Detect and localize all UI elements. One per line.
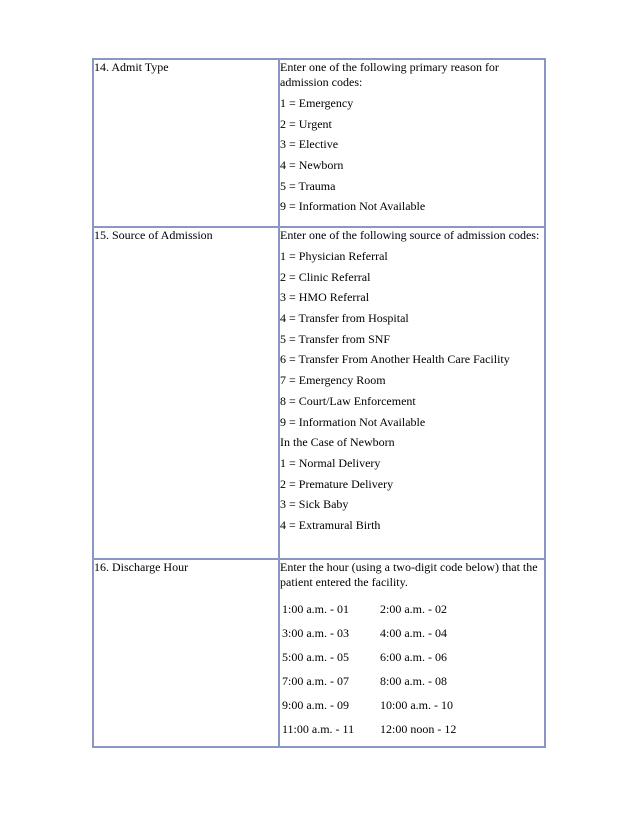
table-row-source-of-admission <box>93 227 545 559</box>
code-line: 6 = Transfer From Another Health Care Facility <box>280 352 510 367</box>
hour-code-grid <box>280 602 544 737</box>
hour-code: 5:00 a.m. - 05 <box>282 650 349 664</box>
hour-row <box>280 722 544 737</box>
hour-row <box>280 650 544 665</box>
code-line: 4 = Extramural Birth <box>280 517 381 532</box>
hour-row <box>280 674 544 689</box>
code-line: 7 = Emergency Room <box>280 373 386 388</box>
code-line: 4 = Newborn <box>280 158 344 173</box>
code-table <box>92 58 546 748</box>
field-label: 14. Admit Type <box>94 60 169 74</box>
hour-code: 9:00 a.m. - 09 <box>282 698 349 712</box>
hour-code: 4:00 a.m. - 04 <box>380 626 447 640</box>
field-label: 16. Discharge Hour <box>94 560 189 574</box>
description-intro: Enter one of the following source of admission codes: <box>280 228 540 242</box>
code-line: 9 = Information Not Available <box>280 414 426 429</box>
hour-code: 7:00 a.m. - 07 <box>282 674 349 688</box>
code-line: 3 = Sick Baby <box>280 497 349 512</box>
code-line: 5 = Transfer from SNF <box>280 331 391 346</box>
field-label-cell <box>93 227 279 559</box>
code-line: 1 = Emergency <box>280 96 354 110</box>
table-row-discharge-hour <box>93 559 545 747</box>
hour-row <box>280 626 544 641</box>
field-label: 15. Source of Admission <box>94 228 213 242</box>
hour-row <box>280 698 544 713</box>
code-line: 8 = Court/Law Enforcement <box>280 393 416 408</box>
hour-code: 1:00 a.m. - 01 <box>282 602 349 616</box>
code-line: 3 = Elective <box>280 137 339 152</box>
code-line: 5 = Trauma <box>280 178 336 193</box>
code-line: 1 = Physician Referral <box>280 249 388 263</box>
hour-code: 6:00 a.m. - 06 <box>380 650 447 664</box>
hour-code: 8:00 a.m. - 08 <box>380 674 447 688</box>
code-line: 2 = Clinic Referral <box>280 269 371 284</box>
newborn-subheading: In the Case of Newborn <box>280 435 395 450</box>
hour-code: 2:00 a.m. - 02 <box>380 602 447 616</box>
field-label-cell <box>93 59 279 227</box>
code-line: 2 = Urgent <box>280 116 332 131</box>
table-row-admit-type <box>93 59 545 227</box>
code-line: 3 = HMO Referral <box>280 290 370 305</box>
code-line: 4 = Transfer from Hospital <box>280 311 409 326</box>
description-intro: Enter one of the following primary reason for admission codes: <box>280 60 499 89</box>
hour-code: 10:00 a.m. - 10 <box>380 698 453 712</box>
description-cell <box>279 559 545 747</box>
code-line: 1 = Normal Delivery <box>280 455 381 470</box>
description-cell <box>279 59 545 227</box>
code-line: 2 = Premature Delivery <box>280 476 394 491</box>
hour-code: 3:00 a.m. - 03 <box>282 626 349 640</box>
hour-code: 12:00 noon - 12 <box>380 722 457 736</box>
field-label-cell <box>93 559 279 747</box>
hour-row <box>280 602 544 617</box>
description-intro: Enter the hour (using a two-digit code below) that the patient entered the facility. <box>280 560 538 589</box>
code-line: 9 = Information Not Available <box>280 199 426 214</box>
hour-code: 11:00 a.m. - 11 <box>282 722 355 736</box>
description-cell <box>279 227 545 559</box>
